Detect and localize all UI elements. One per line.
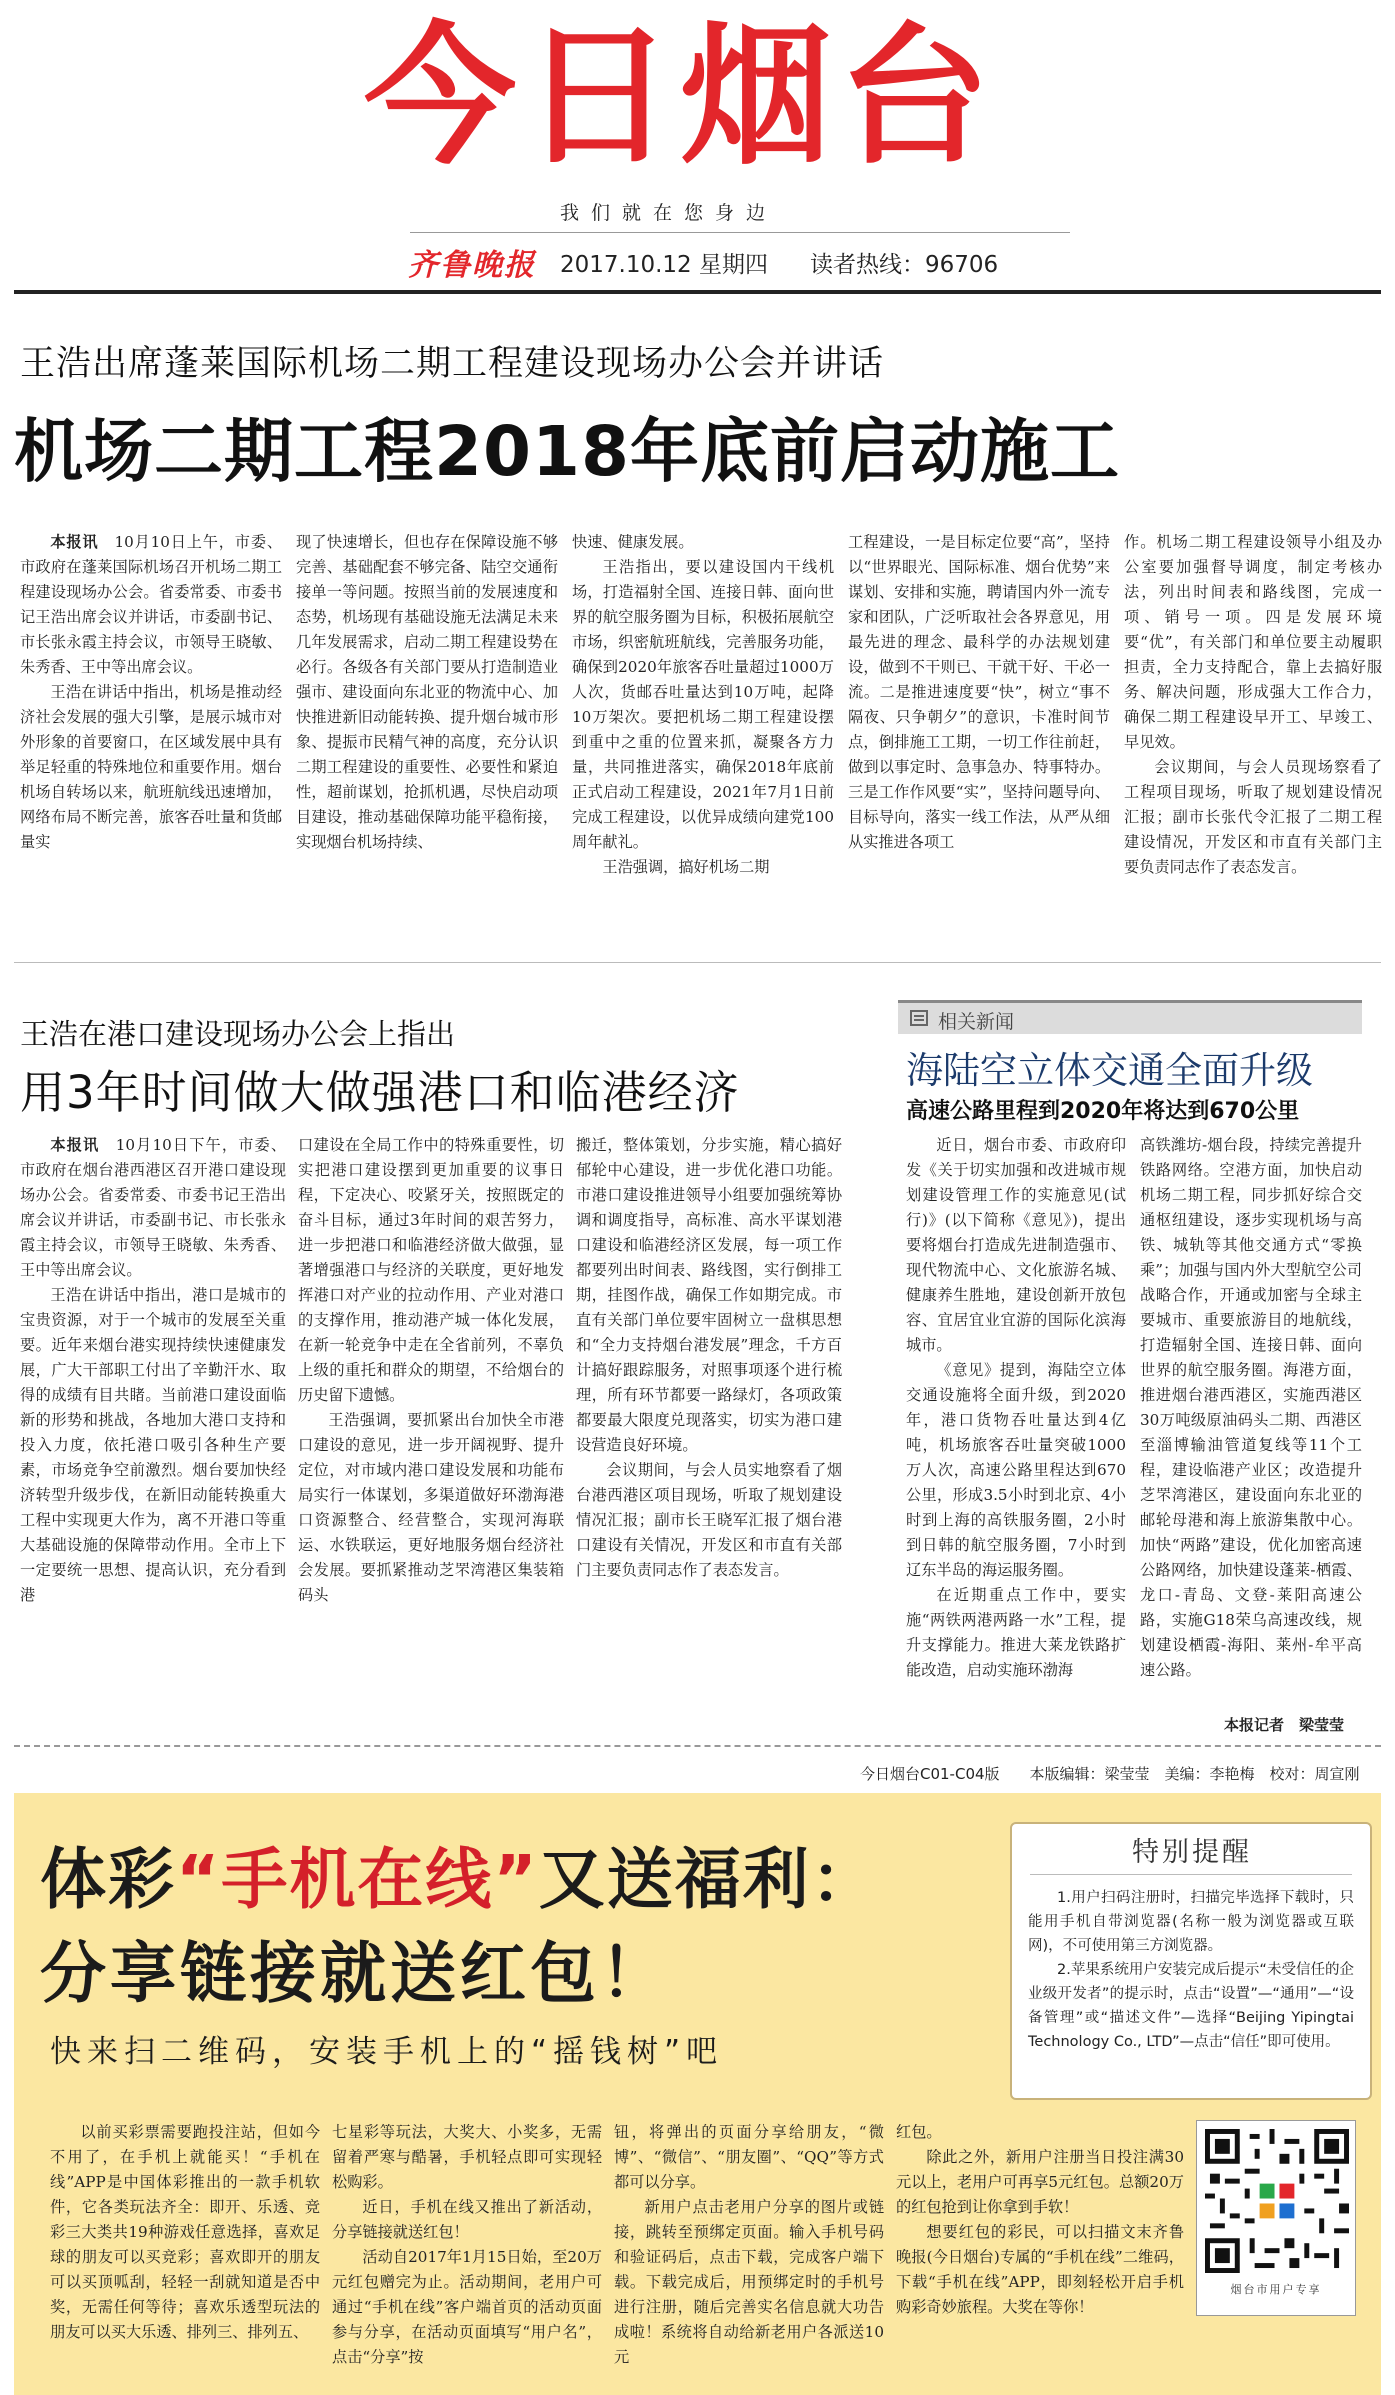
article1-headline: 机场二期工程2018年底前启动施工 <box>14 412 1121 492</box>
article2-column-2 <box>298 1133 564 1738</box>
notice-text <box>1028 1886 1354 2054</box>
related-news-label-bar <box>898 1000 1362 1034</box>
notice-item: 2.苹果系统用户安装完成后提示“未受信任的企业级开发者”的提示时，点击“设置”—“通用”—“设备管理”或“描述文件”—选择“Beijing Yipingtai Technology Co., LTD”—点击“信任”即可使用。 <box>1028 1962 1354 2050</box>
related-subhead: 高速公路里程到2020年将达到670公里 <box>906 1099 1300 1124</box>
page-divider <box>14 1745 1381 1747</box>
ad-paragraph: 新用户点击老用户分享的图片或链接，跳转至预绑定页面。输入手机号码和验证码后，点击下载，完成客户端下载。下载完成后，用预绑定时的手机号进行注册，随后完善实名信息就大功告成啦！系统将自动给新老用户各派送10元 <box>614 2198 884 2366</box>
related-news-label: 相关新闻 <box>938 1011 1015 1033</box>
article2-paragraph: 10月10日下午，市委、市政府在烟台港西港区召开港口建设现场办公会。省委常委、市委书记王浩出席会议并讲话，市委副书记、市长张永霞主持会议，市领导王晓敏、朱秀香、王中等出席会议。 <box>20 1136 286 1279</box>
notice-rule <box>1030 1874 1352 1875</box>
article2-headline: 用3年时间做大做强港口和临港经济 <box>20 1066 740 1119</box>
article1-paragraph: 作。机场二期工程建设领导小组及办公室要加强督导调度，制定考核办法，列出时间表和路线图，完成一项、销号一项。四是发展环境要“优”，有关部门和单位要主动履职担责，全力支持配合，靠上去搞好服务、解决问题，形成强大工作合力，确保二期工程建设早开工、早竣工、早见效。 <box>1124 533 1382 751</box>
masthead-slogan: 我们就在您身边 <box>560 202 778 224</box>
article1-paragraph: 王浩指出，要以建设国内干线机场，打造福射全国、连接日韩、面向世界的航空服务圈为目标，积极拓展航空市场，织密航班航线，完善服务功能，确保到2020年旅客吞吐量超过1000万人次，货邮吞吐量达到10万吨，起降10万架次。要把机场二期工程建设摆到重中之重的位置来抓，凝聚各方力量，共同推进落实，确保2018年底前正式启动工程建设，2021年7月1日前完成工程建设，以优异成绩向建党100周年献礼。 <box>572 558 834 851</box>
related-paragraph: 《意见》提到，海陆空立体交通设施将全面升级，到2020年，港口货物吞吐量达到4亿吨，机场旅客吞吐量突破1000万人次，高速公路里程达到670公里，形成3.5小时到北京、4小时到上海的高铁服务圈，2小时到日韩的航空服务圈，7小时到辽东半岛的海运服务圈。 <box>906 1361 1126 1579</box>
related-column-2 <box>1140 1133 1362 1713</box>
article2-paragraph: 口建设在全局工作中的特殊重要性，切实把港口建设摆到更加重要的议事日程，下定决心、咬紧牙关，按照既定的奋斗目标，通过3年时间的艰苦努力，进一步把港口和临港经济做大做强，显著增强港口与经济的关联度，更好地发挥港口对产业的拉动作用、产业对港口的支撑作用，推动港产城一体化发展，在新一轮竞争中走在全省前列，不辜负上级的重托和群众的期望，不给烟台的历史留下遗憾。 <box>298 1136 564 1404</box>
ad-subline: 快来扫二维码，安装手机上的“摇钱树”吧 <box>50 2034 724 2070</box>
article1-paragraph: 会议期间，与会人员现场察看了工程项目现场，听取了规划建设情况汇报；副市长张代令汇报了二期工程建设情况，开发区和市直有关部门主要负责同志作了表态发言。 <box>1124 758 1382 876</box>
qr-caption: 烟台市用户专享 <box>1230 2283 1322 2296</box>
article2-paragraph: 王浩在讲话中指出，港口是城市的宝贵资源，对于一个城市的发展至关重要。近年来烟台港实现持续快速健康发展，广大干部职工付出了辛勤汗水、取得的成绩有目共睹。当前港口建设面临新的形势和挑战，各地加大港口支持和投入力度，依托港口吸引各种生产要素，市场竞争空前激烈。烟台要加快经济转型升级步伐，在新旧动能转换重大工程中实现更大作为，离不开港口等重大基础设施的保障带动作用。全市上下一定要统一思想、提高认识，充分看到港 <box>20 1286 286 1604</box>
qr-code[interactable] <box>1196 2120 1356 2316</box>
article1-column-1 <box>20 530 282 910</box>
article2-kicker: 王浩在港口建设现场办公会上指出 <box>20 1017 456 1051</box>
related-credit: 本报记者 梁莹莹 <box>1224 1716 1345 1734</box>
ad-headline-highlight: “手机在线” <box>176 1841 539 1918</box>
article2-byline: 本报讯 <box>50 1136 100 1154</box>
article1-byline: 本报讯 <box>50 533 99 551</box>
related-paragraph: 高铁潍坊-烟台段，持续完善提升铁路网络。空港方面，加快启动机场二期工程，同步抓好综合交通枢纽建设，逐步实现机场与高铁、城轨等其他交通方式“零换乘”；加强与国内外大型航空公司战略合作，开通或加密与全球主要城市、重要旅游目的地航线，打造辐射全国、连接日韩、面向世界的航空服务圈。海港方面，推进烟台港西港区，实施西港区30万吨级原油码头二期、西港区至淄博输油管道复线等11个工程，建设临港产业区；改造提升芝罘湾港区，建设面向东北亚的邮轮母港和海上旅游集散中心。加快“两路”建设，优化加密高速公路网络，加快建设蓬莱-栖霞、龙口-青岛、文登-莱阳高速公路，实施G18荣乌高速改线，规划建设栖霞-海阳、莱州-牟平高速公路。 <box>1140 1136 1362 1679</box>
masthead-separator <box>410 232 1070 233</box>
ad-headline <box>40 1826 879 1921</box>
article1-column-2 <box>296 530 558 910</box>
ad-paragraph: 以前买彩票需要跑投注站，但如今不用了，在手机上就能买！“手机在线”APP是中国体彩推出的一款手机软件，它各类玩法齐全：即开、乐透、竞彩三大类共19种游戏任意选择，喜欢足球的朋友可以买竞彩；喜欢即开的朋友可以买顶呱刮，轻轻一刮就知道是否中奖，无需任何等待；喜欢乐透型玩法的朋友可以买大乐透、排列三、排列五、 <box>50 2123 320 2341</box>
brand-logo: 齐鲁晚报 <box>408 248 536 283</box>
article2-paragraph: 王浩强调，要抓紧出台加快全市港口建设的意见，进一步开阔视野、提升定位，对市域内港口建设发展和功能布局实行一体谋划，多渠道做好环渤海港口资源整合、经营整合，实现河海联运、水铁联运，更好地服务烟台经济社会发展。要抓紧推动芝罘湾港区集装箱码头 <box>298 1411 564 1604</box>
ad-headline-2: 分享链接就送红包！ <box>40 1935 670 2012</box>
article1-paragraph: 工程建设，一是目标定位要“高”，坚持以“世界眼光、国际标准、烟台优势”来谋划、安排和实施，聘请国内外一流专家和团队，广泛听取社会各界意见，用最先进的理念、最科学的办法规划建设，做到不干则已、干就干好、干必一流。二是推进速度要“快”，树立“事不隔夜、只争朝夕”的意识，卡准时间节点，倒排施工工期，一切工作往前赶，做到以事定时、急事急办、特事特办。三是工作作风要“实”，坚持问题导向、目标导向，落实一线工作法，从严从细从实推进各项工 <box>848 533 1110 851</box>
ad-paragraph: 活动自2017年1月15日始，至20万元红包赠完为止。活动期间，老用户可通过“手机在线”客户端首页的活动页面参与分享，在活动页面填写“用户名”，点击“分享”按 <box>332 2248 602 2366</box>
article2-paragraph: 会议期间，与会人员实地察看了烟台港西港区项目现场，听取了规划建设情况汇报；副市长王晓军汇报了烟台港口建设有关情况，开发区和市直有关部门主要负责同志作了表态发言。 <box>576 1461 842 1579</box>
ad-column-2 <box>332 2120 602 2370</box>
news-icon <box>910 1010 928 1026</box>
article2-column-3 <box>576 1133 842 1738</box>
reader-hotline: 读者热线：96706 <box>810 252 999 278</box>
ad-headline-part: 体彩 <box>40 1841 176 1918</box>
ad-paragraph: 近日，手机在线又推出了新活动，分享链接就送红包！ <box>332 2198 602 2241</box>
ad-headline-part: 又送福利： <box>538 1841 879 1918</box>
ad-column-4 <box>896 2120 1184 2370</box>
article1-kicker: 王浩出席蓬莱国际机场二期工程建设现场办公会并讲话 <box>20 344 885 384</box>
article1-paragraph: 王浩在讲话中指出，机场是推动经济社会发展的强大引擎，是展示城市对外形象的首要窗口，在区域发展中具有举足轻重的特殊地位和重要作用。烟台机场自转场以来，航班航线迅速增加，网络布局不断完善，旅客吞吐量和货邮量实 <box>20 683 282 851</box>
notice-item: 1.用户扫码注册时，扫描完毕选择下载时，只能用手机自带浏览器(名称一般为浏览器或互联网)，不可使用第三方浏览器。 <box>1028 1890 1354 1954</box>
issue-date: 2017.10.12 星期四 <box>560 252 768 278</box>
article1-paragraph: 10月10日上午，市委、市政府在蓬莱国际机场召开机场二期工程建设现场办公会。省委常委、市委书记王浩出席会议并讲话，市委副书记、市长张永霞主持会议，市领导王晓敏、朱秀香、王中等出席会议。 <box>20 533 282 676</box>
ad-column-1 <box>50 2120 320 2370</box>
page-footer-info: 今日烟台C01-C04版 本版编辑：梁莹莹 美编：李艳梅 校对：周宣刚 <box>860 1765 1360 1783</box>
article1-column-4 <box>848 530 1110 910</box>
related-paragraph: 在近期重点工作中，要实施“两铁两港两路一水”工程，提升支撑能力。推进大莱龙铁路扩能改造，启动实施环渤海 <box>906 1586 1126 1679</box>
article1-paragraph: 王浩强调，搞好机场二期 <box>602 858 770 876</box>
related-paragraph: 近日，烟台市委、市政府印发《关于切实加强和改进城市规划建设管理工作的实施意见(试行)》(以下简称《意见》)，提出要将烟台打造成先进制造强市、现代物流中心、文化旅游名城、健康养生胜地，建设创新开放包容、宜居宜业宜游的国际化滨海城市。 <box>906 1136 1126 1354</box>
article1-paragraph: 快速、健康发展。 <box>572 533 694 551</box>
section-divider <box>14 962 1381 963</box>
related-headline: 海陆空立体交通全面升级 <box>906 1049 1313 1092</box>
ad-paragraph: 七星彩等玩法，大奖大、小奖多，无需留着严寒与酷暑，手机轻点即可实现轻松购彩。 <box>332 2123 602 2191</box>
masthead-rule <box>14 290 1381 294</box>
article2-column-1 <box>20 1133 286 1738</box>
ad-paragraph: 想要红包的彩民，可以扫描文末齐鲁晚报(今日烟台)专属的“手机在线”二维码，下载“手机在线”APP，即刻轻松开启手机购彩奇妙旅程。大奖在等你！ <box>896 2223 1184 2316</box>
related-column-1 <box>906 1133 1126 1738</box>
notice-title: 特别提醒 <box>1132 1837 1252 1868</box>
ad-paragraph: 除此之外，新用户注册当日投注满30元以上，老用户可再享5元红包。总额20万的红包抢到让你拿到手软！ <box>896 2148 1184 2216</box>
ad-column-3 <box>614 2120 884 2370</box>
article1-column-5 <box>1124 530 1382 910</box>
ad-paragraph: 红包。 <box>896 2123 942 2141</box>
masthead-title: 今日烟台 <box>364 8 996 185</box>
ad-paragraph: 钮，将弹出的页面分享给朋友，“微博”、“微信”、“朋友圈”、“QQ”等方式都可以分享。 <box>614 2123 884 2191</box>
qr-code-icon <box>1205 2129 1349 2273</box>
article1-column-3 <box>572 530 834 910</box>
article1-paragraph: 现了快速增长，但也存在保障设施不够完善、基础配套不够完备、陆空交通衔接单一等问题。按照当前的发展速度和态势，机场现有基础设施无法满足未来几年发展需求，启动二期工程建设势在必行。各级各有关部门要从打造制造业强市、建设面向东北亚的物流中心、加快推进新旧动能转换、提升烟台城市形象、提振市民精气神的高度，充分认识二期工程建设的重要性、必要性和紧迫性，超前谋划，抢抓机遇，尽快启动项目建设，推动基础保障功能平稳衔接，实现烟台机场持续、 <box>296 533 558 851</box>
article2-paragraph: 搬迁，整体策划，分步实施，精心搞好郁轮中心建设，进一步优化港口功能。市港口建设推进领导小组要加强统筹协调和调度指导，高标准、高水平谋划港口建设和临港经济区发展，每一项工作都要列出时间表、路线图，实行倒排工期，挂图作战，确保工作如期完成。市直有关部门单位要牢固树立一盘棋思想和“全力支持烟台港发展”理念，千方百计搞好跟踪服务，对照事项逐个进行梳理，所有环节都要一路绿灯，各项政策都要最大限度兑现落实，切实为港口建设营造良好环境。 <box>576 1136 842 1454</box>
